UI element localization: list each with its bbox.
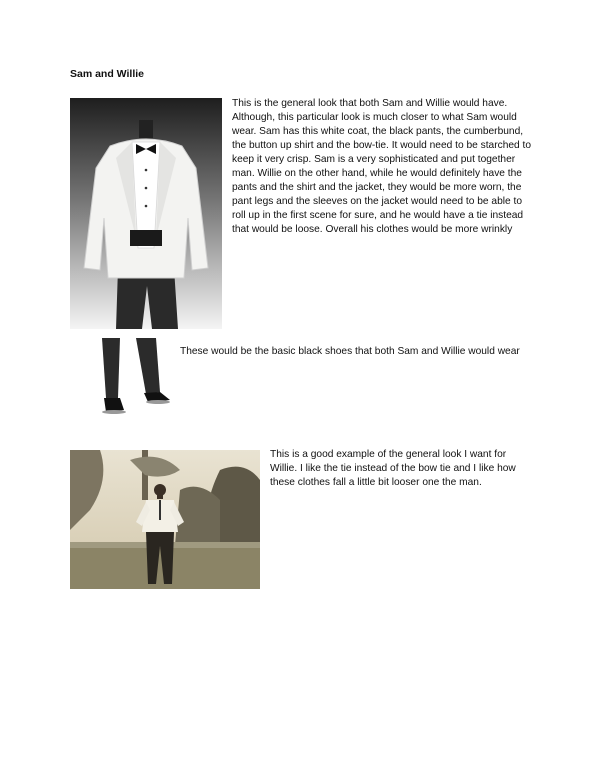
white-dinner-jacket-photo (70, 98, 222, 329)
vintage-man-photo (70, 450, 260, 589)
shoes-description-paragraph: These would be the basic black shoes that both Sam and Willie would wear (180, 346, 520, 357)
willie-description-paragraph: This is a good example of the general look I want for Willie. I like the tie instead of the bow tie and I like how these clothes fall a little bit looser one the man. (270, 449, 516, 488)
sam-description-paragraph: This is the general look that both Sam and Willie would have. Although, this particular look is much closer to what Sam would wear. Sam has this white coat, the black pants, the cumberbund, the button up shirt and the bow-tie. It would need to be starched to keep it very crisp. Sam is a very sophisticated and put together man. Willie on the other hand, while he would definitely have the pants and the shirt and the jacket, they would be more worn, the pant legs and the sleeves on the jacket would need to be able to roll up in the first scene for sure, and he would have a tie instead that would be loose. Overall his clothes would be more wrinkly (232, 98, 532, 235)
black-shoes-photo (96, 338, 174, 417)
page-title: Sam and Willie (70, 68, 145, 80)
